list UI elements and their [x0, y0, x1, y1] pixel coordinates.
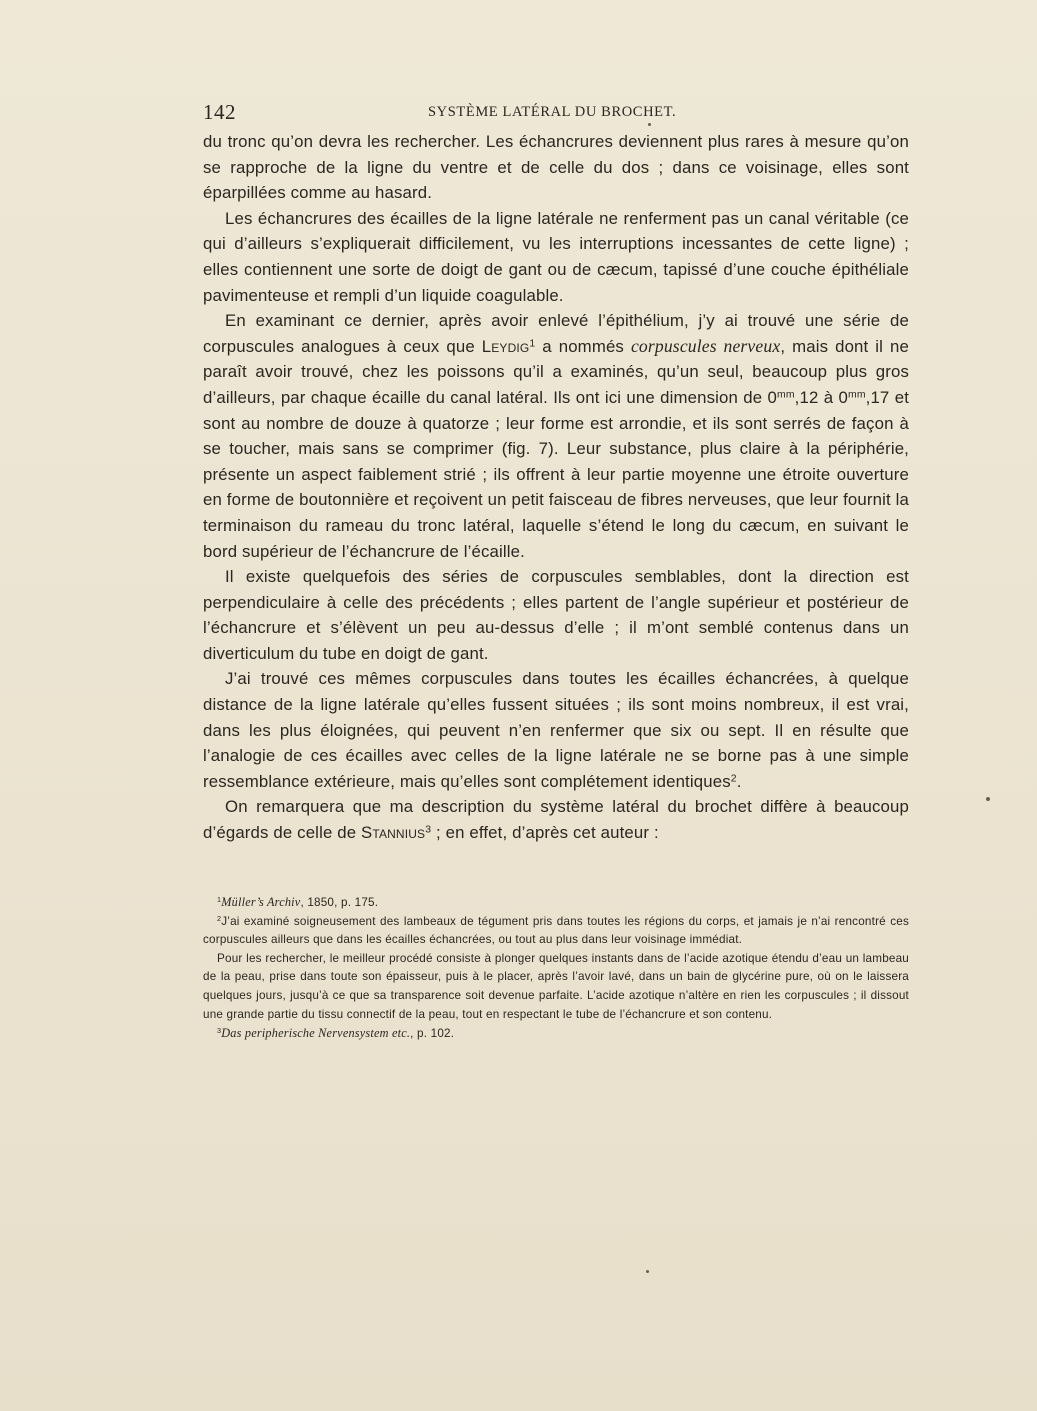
paragraph-3	[203, 308, 909, 564]
p3-text-e: ,17 et sont au nombre de douze à quatorze ; leur forme est arrondie, et ils sont serrés de façon à se toucher, mais sans se comprimer (fig. 7). Leur substance, plus claire à la périphérie, présente un aspect faiblement strié ; ils offrent à leur partie moyenne une étroite ouverture en forme de boutonnière et reçoivent un petit faisceau de fibres nerveuses, que leur fournit la terminaison du rameau du tronc latéral, laquelle s’étend le long du cæcum, en suivant le bord supérieur de l’échancrure de l’écaille.	[203, 387, 910, 561]
paragraph-5	[203, 666, 909, 794]
p5-text-a: J’ai trouvé ces mêmes corpuscules dans toutes les écailles échancrées, à quelque distance de la ligne latérale qu’elles fussent situées ; ils sont moins nombreux, il est vrai, dans les plus éloignées, qui peuvent n’en renfermer que six ou sept. Il en résulte que l’analogie de ces écailles avec celles de la ligne latérale ne se borne pas à une simple ressemblance extérieure, mais qu’elles sont complétement identiques	[203, 669, 909, 791]
p3-text-a: En examinant ce dernier, après avoir enlevé l’épithélium, j’y ai trouvé une série de corpuscules analogues à ceux que	[203, 311, 909, 356]
author-stannius: Stannius	[361, 823, 426, 843]
p3-text-d: ,12 à 0	[794, 387, 848, 407]
paper-speck	[986, 797, 990, 801]
footnote-1-title: Müller’s Archiv	[221, 895, 301, 909]
paragraph-6	[203, 794, 909, 845]
paper-speck	[648, 123, 651, 126]
paragraph-1: du tronc qu’on devra les rechercher. Les échancrures deviennent plus rares à mesure qu’on se rapproche de la ligne du ventre et de celle du dos ; dans ce voisinage, elles sont éparpillées comme au hasard.	[203, 132, 909, 203]
term-corpuscules-nerveux: corpuscules nerveux	[630, 335, 781, 356]
p3-text-b: a nommés	[535, 336, 631, 356]
p6-text-a: On remarquera que ma description du système latéral du brochet diffère à beaucoup d’égards de celle de	[203, 797, 909, 843]
page-number: 142	[203, 100, 236, 124]
running-title: SYSTÈME LATÉRAL DU BROCHET.	[428, 104, 677, 120]
author-leydig: Leydig	[481, 336, 530, 356]
footnote-1-mark: 1	[217, 895, 222, 905]
footnote-ref-2: 2	[730, 773, 737, 785]
unit-mm-1: mm	[777, 389, 795, 401]
footnote-2-continuation: Pour les rechercher, le meilleur procédé consiste à plonger quelques instants dans de l’acide azotique étendu d’eau un lambeau de la peau, prise dans toute son épaisseur, puis à le placer, après l’avoir lavé, dans un bain de glycérine pure, où on le laissera quelques jours, jusqu’à ce que sa transparence soit devenue parfaite. L’acide azotique n’altère en rien les corpuscules ; il dissout une grande partie du tissu connectif de la peau, tout en respectant le tube de l’échancrure et son contenu.	[203, 951, 909, 1021]
footnote-ref-3: 3	[425, 824, 432, 836]
footnote-2-mark: 2	[217, 913, 222, 923]
paper-speck	[646, 1270, 649, 1273]
footnote-3-title: Das peripherische Nervensystem etc.	[221, 1026, 411, 1041]
footnote-2-text: J’ai examiné soigneusement des lambeaux de tégument pris dans toutes les régions du corps, et jamais je n’ai rencontré ces corpuscules ailleurs que dans les écailles échancrées, ou tout au plus dans leur voisinage immédiat.	[203, 914, 909, 947]
unit-mm-2: mm	[848, 389, 866, 401]
footnotes	[203, 893, 909, 1044]
footnote-3-mark: 3	[217, 1026, 222, 1036]
p5-text-b: .	[736, 771, 742, 791]
footnote-1-rest: , 1850, p. 175.	[300, 896, 379, 909]
footnote-1	[203, 893, 909, 913]
footnote-2	[203, 913, 909, 950]
paragraph-2: Les échancrures des écailles de la ligne latérale ne renferment pas un canal véritable (ce qui d’ailleurs s’expliquerait difficilement, vu les interruptions incessantes de cette ligne) ; elles contiennent une sorte de doigt de gant ou de cæcum, tapissé d’une couche épithéliale pavimenteuse et rempli d’un liquide coagulable.	[203, 208, 909, 305]
p3-text-c: , mais dont il ne paraît avoir trouvé, chez les poissons qu’il a examinés, qu’un seul, beaucoup plus gros d’ailleurs, par chaque écaille du canal latéral. Ils ont ici une dimension de 0	[203, 336, 909, 407]
footnote-ref-1: 1	[529, 338, 536, 350]
paragraph-4: Il existe quelquefois des séries de corpuscules semblables, dont la direction est perpendiculaire à celle des précédents ; elles partent de l’angle supérieur et postérieur de l’échancrure et s’élèvent un peu au-dessus d’elle ; il m’ont semblé contenus dans un diverticulum du tube en doigt de gant.	[203, 567, 909, 663]
running-head	[203, 100, 909, 126]
p6-text-b: ; en effet, d’après cet auteur :	[431, 823, 659, 843]
footnote-3	[203, 1024, 909, 1044]
body-text	[203, 129, 909, 846]
footnote-3-rest: , p. 102.	[410, 1027, 455, 1041]
